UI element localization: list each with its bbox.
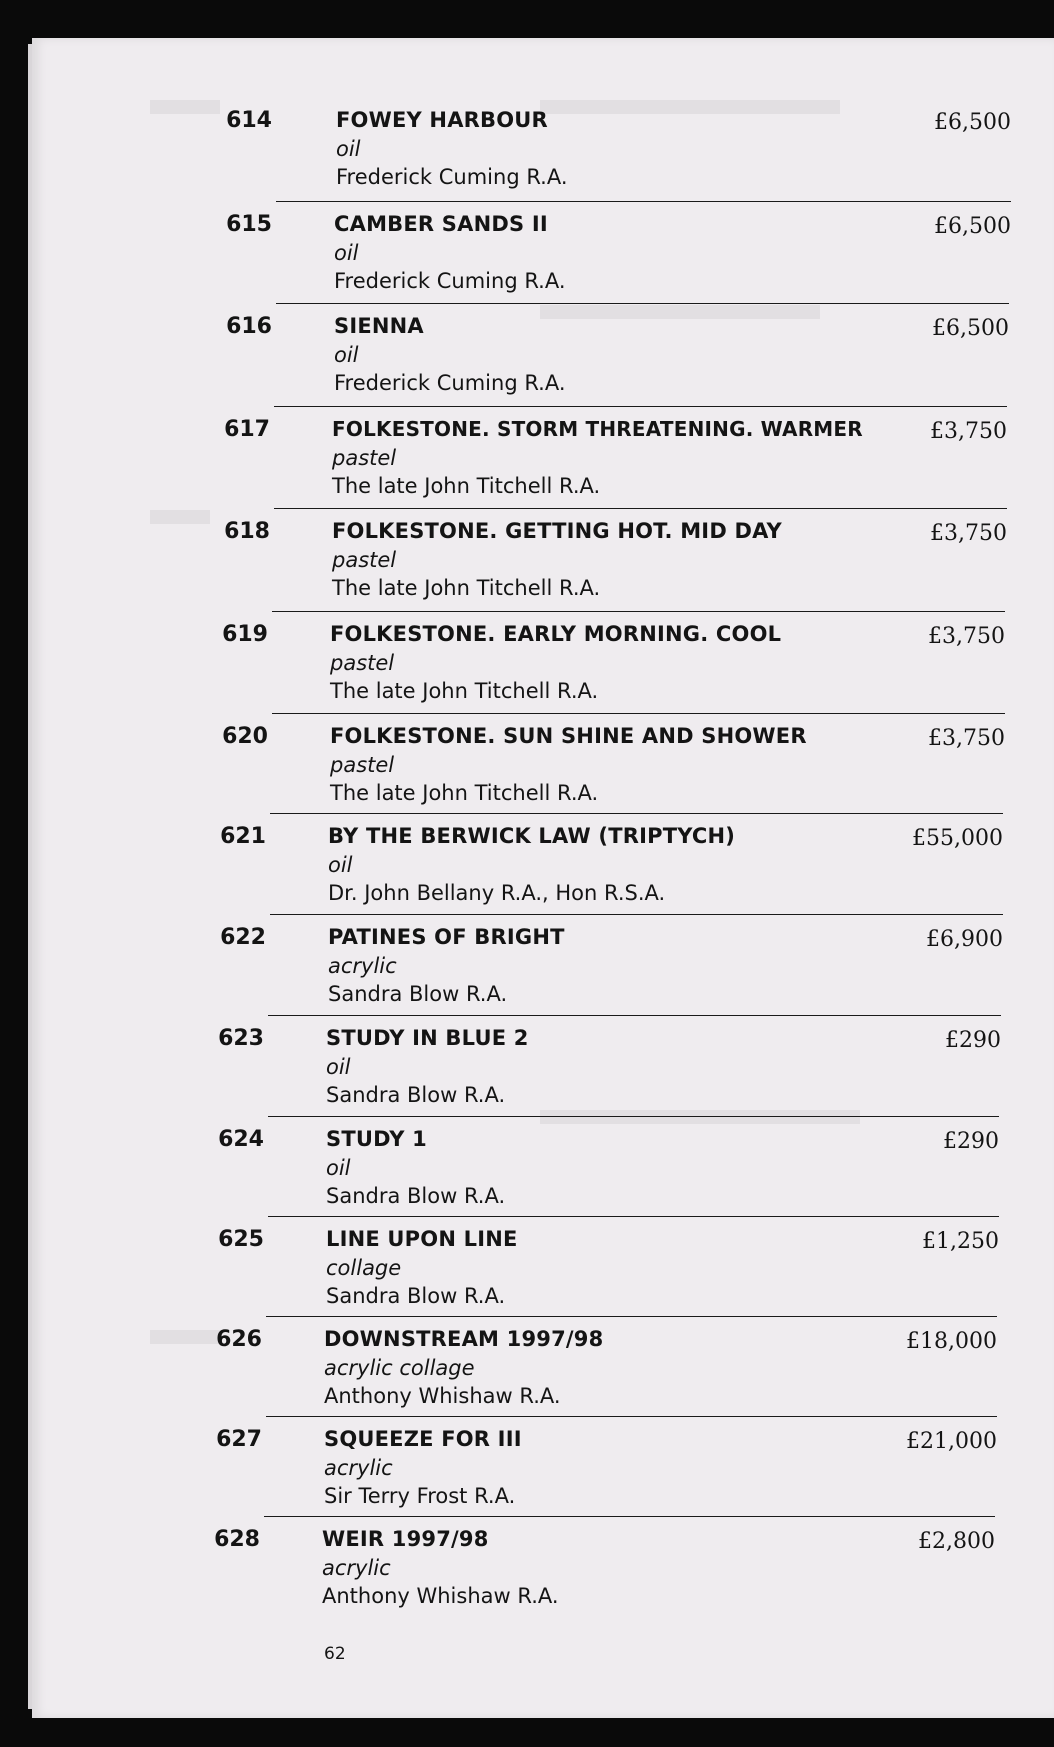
entry-number: 625 bbox=[218, 1227, 264, 1252]
entry-medium: pastel bbox=[330, 753, 395, 777]
catalogue-entry bbox=[216, 1416, 997, 1515]
entry-artist: Frederick Cuming R.A. bbox=[334, 371, 566, 395]
entry-title: STUDY IN BLUE 2 bbox=[326, 1026, 529, 1050]
entry-number: 615 bbox=[226, 212, 272, 237]
entry-title: LINE UPON LINE bbox=[326, 1227, 518, 1251]
entry-title: SQUEEZE FOR III bbox=[324, 1427, 522, 1451]
entry-title: FOLKESTONE. SUN SHINE AND SHOWER bbox=[330, 724, 807, 748]
entry-medium: pastel bbox=[330, 651, 395, 675]
entry-medium: pastel bbox=[332, 446, 397, 470]
entry-medium: oil bbox=[336, 137, 361, 161]
entry-number: 614 bbox=[226, 108, 272, 133]
entry-number: 623 bbox=[218, 1026, 264, 1051]
entry-price: £18,000 bbox=[906, 1329, 997, 1354]
entry-artist: Anthony Whishaw R.A. bbox=[322, 1584, 559, 1608]
catalogue-entry bbox=[220, 813, 1003, 912]
entry-artist: Frederick Cuming R.A. bbox=[336, 165, 568, 189]
catalogue-entry bbox=[222, 713, 1005, 812]
entry-title: STUDY 1 bbox=[326, 1127, 427, 1151]
entry-price: £2,800 bbox=[918, 1529, 995, 1554]
entry-number: 624 bbox=[218, 1127, 264, 1152]
entry-price: £3,750 bbox=[930, 521, 1007, 546]
entry-price: £6,900 bbox=[926, 927, 1003, 952]
page-number: 62 bbox=[324, 1644, 346, 1664]
entry-medium: oil bbox=[326, 1156, 351, 1180]
entry-title: DOWNSTREAM 1997/98 bbox=[324, 1327, 604, 1351]
entry-title: FOLKESTONE. EARLY MORNING. COOL bbox=[330, 622, 782, 646]
entry-number: 628 bbox=[214, 1527, 260, 1552]
entry-artist: The late John Titchell R.A. bbox=[332, 474, 601, 498]
entry-number: 617 bbox=[224, 417, 270, 442]
entry-price: £3,750 bbox=[928, 624, 1005, 649]
entry-price: £6,500 bbox=[932, 316, 1009, 341]
entry-artist: Sir Terry Frost R.A. bbox=[324, 1484, 516, 1508]
entry-title: FOLKESTONE. GETTING HOT. MID DAY bbox=[332, 519, 782, 543]
entry-number: 622 bbox=[220, 925, 266, 950]
entry-title: FOWEY HARBOUR bbox=[336, 108, 548, 132]
catalogue-entry bbox=[222, 611, 1005, 710]
entry-medium: oil bbox=[334, 241, 359, 265]
entry-medium: acrylic bbox=[324, 1456, 393, 1480]
catalogue-entry bbox=[216, 1316, 997, 1415]
entry-title: FOLKESTONE. STORM THREATENING. WARMER bbox=[332, 417, 863, 441]
entry-medium: oil bbox=[326, 1055, 351, 1079]
entry-number: 626 bbox=[216, 1327, 262, 1352]
entry-title: SIENNA bbox=[334, 314, 424, 338]
catalogue-entry bbox=[226, 303, 1009, 402]
entry-artist: Frederick Cuming R.A. bbox=[334, 269, 566, 293]
entry-title: CAMBER SANDS II bbox=[334, 212, 548, 236]
entry-artist: The late John Titchell R.A. bbox=[332, 576, 601, 600]
entry-number: 618 bbox=[224, 519, 270, 544]
entry-medium: acrylic bbox=[322, 1556, 391, 1580]
entry-artist: The late John Titchell R.A. bbox=[330, 679, 599, 703]
entry-artist: Sandra Blow R.A. bbox=[326, 1083, 506, 1107]
entry-number: 621 bbox=[220, 824, 266, 849]
catalogue-entry bbox=[218, 1216, 999, 1315]
catalogue-entry bbox=[224, 406, 1007, 505]
catalogue-entry bbox=[214, 1516, 995, 1615]
entry-artist: Dr. John Bellany R.A., Hon R.S.A. bbox=[328, 881, 666, 905]
entry-number: 627 bbox=[216, 1427, 262, 1452]
catalogue-entry bbox=[224, 508, 1007, 607]
entry-price: £55,000 bbox=[912, 826, 1003, 851]
entry-price: £6,500 bbox=[934, 214, 1011, 239]
entry-number: 620 bbox=[222, 724, 268, 749]
entry-price: £3,750 bbox=[930, 419, 1007, 444]
entry-medium: oil bbox=[334, 343, 359, 367]
entry-price: £6,500 bbox=[934, 110, 1011, 135]
entry-artist: Sandra Blow R.A. bbox=[328, 982, 508, 1006]
entry-artist: The late John Titchell R.A. bbox=[330, 781, 599, 805]
entry-medium: pastel bbox=[332, 548, 397, 572]
entry-artist: Sandra Blow R.A. bbox=[326, 1284, 506, 1308]
catalogue-entry bbox=[226, 98, 1011, 196]
catalogue-entry bbox=[220, 914, 1003, 1013]
catalogue-entry bbox=[226, 201, 1011, 300]
entry-number: 616 bbox=[226, 314, 272, 339]
entry-medium: oil bbox=[328, 853, 353, 877]
entry-price: £21,000 bbox=[906, 1429, 997, 1454]
entry-title: BY THE BERWICK LAW (TRIPTYCH) bbox=[328, 824, 736, 848]
catalogue-entry bbox=[218, 1116, 999, 1215]
entry-price: £290 bbox=[945, 1028, 1001, 1053]
entry-title: WEIR 1997/98 bbox=[322, 1527, 489, 1551]
entry-medium: collage bbox=[326, 1256, 402, 1280]
entry-price: £3,750 bbox=[928, 726, 1005, 751]
entry-medium: acrylic collage bbox=[324, 1356, 475, 1380]
entry-price: £1,250 bbox=[922, 1229, 999, 1254]
catalogue-entry bbox=[218, 1015, 1001, 1114]
entry-title: PATINES OF BRIGHT bbox=[328, 925, 565, 949]
entry-number: 619 bbox=[222, 622, 268, 647]
entry-artist: Sandra Blow R.A. bbox=[326, 1184, 506, 1208]
entry-price: £290 bbox=[943, 1129, 999, 1154]
entry-artist: Anthony Whishaw R.A. bbox=[324, 1384, 561, 1408]
entry-medium: acrylic bbox=[328, 954, 397, 978]
